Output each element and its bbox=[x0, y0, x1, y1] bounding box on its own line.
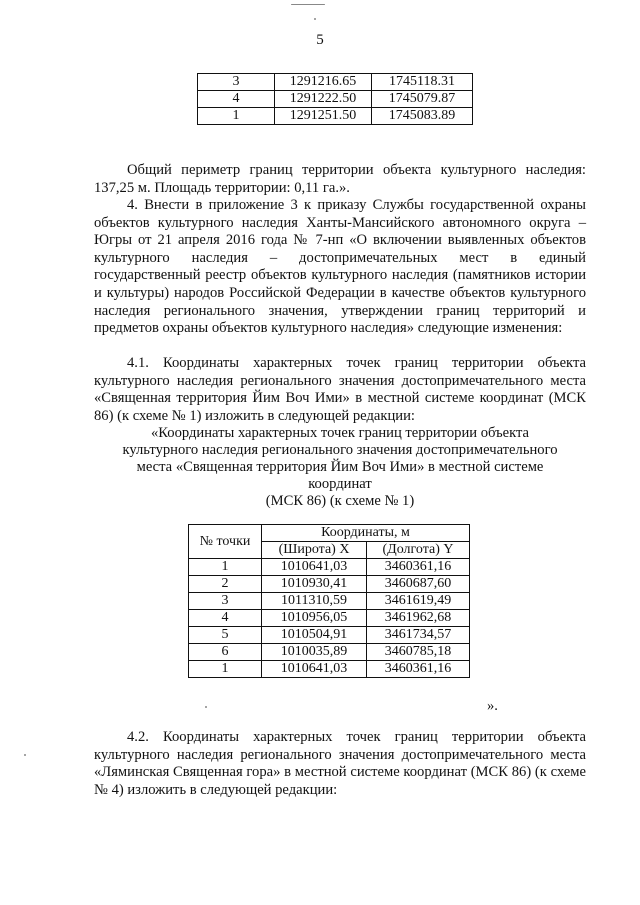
clause-4-1-paragraph: 4.1. Координаты характерных точек границ территории объекта культурного наследия регионального значения достопримечательного места «Священная территория Йим Воч Ими» в местной системе координат (МСК 86) (к схеме № 1) изложить в следующей редакции: bbox=[94, 355, 586, 424]
longitude-header: (Долгота) Y bbox=[367, 542, 470, 559]
table-row bbox=[189, 559, 470, 576]
y-coordinate-cell: 1745083.89 bbox=[372, 108, 473, 125]
table-caption-line: места «Священная территория Йим Воч Ими» в местной системе bbox=[136, 459, 544, 475]
x-coordinate-cell: 1291216.65 bbox=[275, 74, 372, 91]
x-coordinate-cell: 1010504,91 bbox=[262, 627, 367, 644]
table-header-row bbox=[189, 525, 470, 542]
point-number-cell: 4 bbox=[189, 610, 262, 627]
point-number-cell: 3 bbox=[198, 74, 275, 91]
amendment-paragraph: 4. Внести в приложение 3 к приказу Службы государственной охраны объектов культурного наследия Ханты-Мансийского автономного округа – Югры от 21 апреля 2016 года № 7-нп «О включении выявленных объектов культурного наследия – достопримечательных мест в единый государственный реестр объектов культурного наследия (памятников истории и культуры) народов Российской Федерации в качестве объектов культурного наследия регионального значения, утверждении границ территорий и предметов охраны объектов культурного наследия» следующие изменения: bbox=[94, 197, 586, 337]
scan-speck bbox=[291, 4, 325, 5]
table-row bbox=[189, 644, 470, 661]
point-number-cell: 1 bbox=[189, 559, 262, 576]
point-number-cell: 5 bbox=[189, 627, 262, 644]
table-row bbox=[198, 108, 473, 125]
y-coordinate-cell: 3461619,49 bbox=[367, 593, 470, 610]
coordinates-table bbox=[188, 524, 470, 678]
table-row bbox=[189, 593, 470, 610]
y-coordinate-cell: 1745079.87 bbox=[372, 91, 473, 108]
y-coordinate-cell: 3460687,60 bbox=[367, 576, 470, 593]
x-coordinate-cell: 1010035,89 bbox=[262, 644, 367, 661]
point-number-cell: 6 bbox=[189, 644, 262, 661]
table-row bbox=[189, 627, 470, 644]
table-row bbox=[198, 74, 473, 91]
point-number-cell: 1 bbox=[198, 108, 275, 125]
x-coordinate-cell: 1010956,05 bbox=[262, 610, 367, 627]
scan-speck bbox=[205, 706, 207, 708]
y-coordinate-cell: 3461734,57 bbox=[367, 627, 470, 644]
point-number-cell: 3 bbox=[189, 593, 262, 610]
closing-quote: ». bbox=[487, 698, 498, 714]
y-coordinate-cell: 3460361,16 bbox=[367, 661, 470, 678]
point-number-cell: 4 bbox=[198, 91, 275, 108]
x-coordinate-cell: 1011310,59 bbox=[262, 593, 367, 610]
table-caption-line: культурного наследия регионального значения достопримечательного bbox=[122, 442, 558, 458]
table-row bbox=[189, 576, 470, 593]
x-coordinate-cell: 1291251.50 bbox=[275, 108, 372, 125]
page-number: 5 bbox=[316, 32, 324, 48]
scan-speck bbox=[314, 18, 316, 20]
point-number-cell: 1 bbox=[189, 661, 262, 678]
table-caption-line: (МСК 86) (к схеме № 1) bbox=[265, 493, 415, 509]
clause-4-2-paragraph: 4.2. Координаты характерных точек границ территории объекта культурного наследия регионального значения достопримечательного места «Ляминская Священная гора» в местной системе координат (МСК 86) (к схеме № 4) изложить в следующей редакции: bbox=[94, 729, 586, 798]
top-coordinates-table bbox=[197, 73, 473, 125]
y-coordinate-cell: 1745118.31 bbox=[372, 74, 473, 91]
coordinates-header: Координаты, м bbox=[262, 525, 470, 542]
table-caption-line: координат bbox=[308, 476, 372, 492]
x-coordinate-cell: 1010641,03 bbox=[262, 559, 367, 576]
table-row bbox=[189, 610, 470, 627]
table-row bbox=[198, 91, 473, 108]
y-coordinate-cell: 3461962,68 bbox=[367, 610, 470, 627]
x-coordinate-cell: 1010641,03 bbox=[262, 661, 367, 678]
x-coordinate-cell: 1010930,41 bbox=[262, 576, 367, 593]
y-coordinate-cell: 3460361,16 bbox=[367, 559, 470, 576]
scan-speck bbox=[24, 754, 26, 756]
table-caption-line: «Координаты характерных точек границ территории объекта bbox=[150, 425, 530, 441]
table-row bbox=[189, 661, 470, 678]
point-number-cell: 2 bbox=[189, 576, 262, 593]
x-coordinate-cell: 1291222.50 bbox=[275, 91, 372, 108]
perimeter-paragraph: Общий периметр границ территории объекта культурного наследия: 137,25 м. Площадь территории: 0,11 га.». bbox=[94, 162, 586, 196]
latitude-header: (Широта) X bbox=[262, 542, 367, 559]
y-coordinate-cell: 3460785,18 bbox=[367, 644, 470, 661]
point-number-header: № точки bbox=[189, 525, 262, 559]
